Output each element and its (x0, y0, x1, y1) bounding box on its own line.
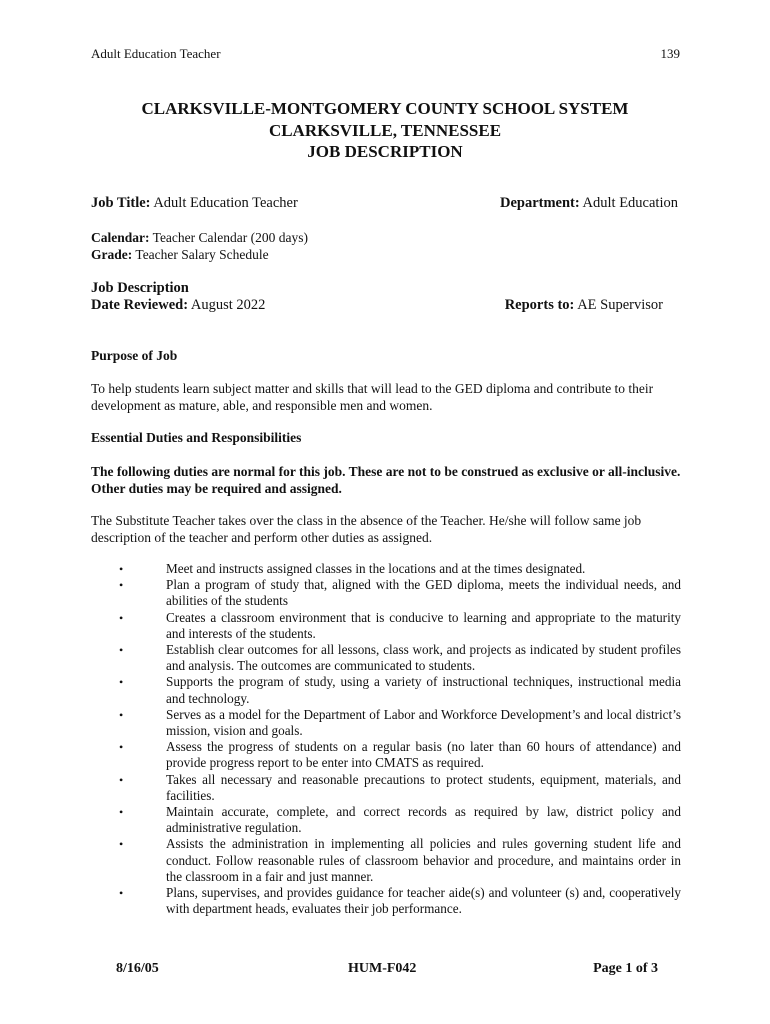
duty-item (91, 577, 681, 609)
footer-date: 8/16/05 (116, 961, 159, 976)
calendar-label: Calendar: (91, 230, 150, 245)
bullet-icon: • (119, 837, 124, 852)
reports-to-value: AE Supervisor (577, 297, 663, 313)
grade-label: Grade: (91, 247, 133, 262)
bullet-icon: • (119, 707, 124, 722)
bullet-icon: • (119, 675, 124, 690)
department-label: Department: (499, 195, 580, 211)
reports-to-field (505, 297, 663, 314)
department-value: Adult Education (582, 195, 678, 211)
duty-item (91, 772, 681, 804)
duty-text: Establish clear outcomes for all lessons, class work, and projects as indicated by student profiles and analysis. The outcomes are communicated to students. (166, 642, 681, 674)
job-title-field (91, 195, 298, 212)
duties-heading: Essential Duties and Responsibilities (91, 430, 302, 445)
duty-text: Maintain accurate, complete, and correct records as required by law, district policy and administrative regulation. (166, 804, 681, 836)
duty-text: Assists the administration in implementing all policies and rules governing student life and conduct. Follow reasonable rules of classroom behavior and procedure, and maintains order in the classroom in a fair and just manner. (166, 836, 681, 884)
duty-item (91, 836, 681, 885)
duty-text: Creates a classroom environment that is conducive to learning and appropriate to the maturity and interests of the students. (166, 609, 681, 641)
duty-text: Plans, supervises, and provides guidance for teacher aide(s) and volunteer (s) and, cooperatively with department heads, evaluates their job performance. (166, 885, 681, 917)
running-header-page-number: 139 (660, 46, 680, 61)
document-title-line2: CLARKSVILLE, TENNESSEE (268, 121, 502, 140)
bullet-icon: • (119, 610, 124, 625)
job-description-label: Job Description (91, 280, 189, 296)
duty-item (91, 674, 681, 706)
grade-field (91, 246, 269, 263)
reports-to-label: Reports to: (504, 297, 575, 313)
date-reviewed-field (91, 297, 265, 314)
bullet-icon: • (119, 562, 124, 576)
job-title-label: Job Title: (91, 195, 151, 211)
bullet-icon: • (119, 740, 124, 755)
duty-item (91, 707, 681, 739)
duties-note: The following duties are normal for this job. These are not to be construed as exclusive or all-inclusive. Other duties may be required and assigned. (91, 464, 681, 496)
purpose-heading: Purpose of Job (91, 348, 178, 363)
bullet-icon: • (119, 805, 124, 820)
purpose-text: To help students learn subject matter and skills that will lead to the GED diploma and contribute to their development as mature, able, and responsible men and women. (91, 381, 654, 413)
job-title-value: Adult Education Teacher (153, 195, 298, 211)
duty-item (91, 739, 681, 771)
document-title-line3: JOB DESCRIPTION (307, 142, 463, 161)
footer-form-code: HUM-F042 (348, 961, 417, 976)
calendar-field (91, 229, 308, 246)
duty-text: Supports the program of study, using a variety of instructional techniques, instructional media and technology. (166, 674, 681, 706)
bullet-icon: • (119, 886, 124, 901)
grade-value: Teacher Salary Schedule (135, 247, 269, 262)
duty-item (91, 610, 681, 642)
duty-text: Meet and instructs assigned classes in the locations and at the times designated. (166, 561, 586, 576)
calendar-value: Teacher Calendar (200 days) (152, 230, 308, 245)
footer-page-count: Page 1 of 3 (593, 961, 658, 976)
date-reviewed-label: Date Reviewed: (91, 297, 189, 313)
bullet-icon: • (119, 643, 124, 658)
duty-text: Plan a program of study that, aligned with the GED diploma, meets the individual needs, and abilities of the students (166, 577, 681, 609)
duties-list (91, 561, 681, 917)
duty-item (91, 561, 681, 577)
bullet-icon: • (119, 772, 124, 787)
duty-item (91, 642, 681, 674)
duty-text: Serves as a model for the Department of Labor and Workforce Development’s and local district’s mission, vision and goals. (166, 706, 681, 739)
bullet-icon: • (119, 578, 124, 593)
substitute-teacher-text: The Substitute Teacher takes over the class in the absence of the Teacher. He/she will follow same job description of the teacher and perform other duties as assigned. (91, 513, 642, 545)
document-title-line1: CLARKSVILLE-MONTGOMERY COUNTY SCHOOL SYSTEM (141, 99, 629, 118)
duty-text: Takes all necessary and reasonable precautions to protect students, equipment, materials, and facilities. (166, 771, 681, 803)
department-field (500, 195, 678, 212)
running-header-title: Adult Education Teacher (91, 46, 221, 61)
date-reviewed-value: August 2022 (190, 297, 266, 313)
duty-text: Assess the progress of students on a regular basis (no later than 60 hours of attendance) and provide progress report to be enter into CMATS as required. (166, 739, 681, 771)
duty-item (91, 885, 681, 917)
duty-item (91, 804, 681, 836)
